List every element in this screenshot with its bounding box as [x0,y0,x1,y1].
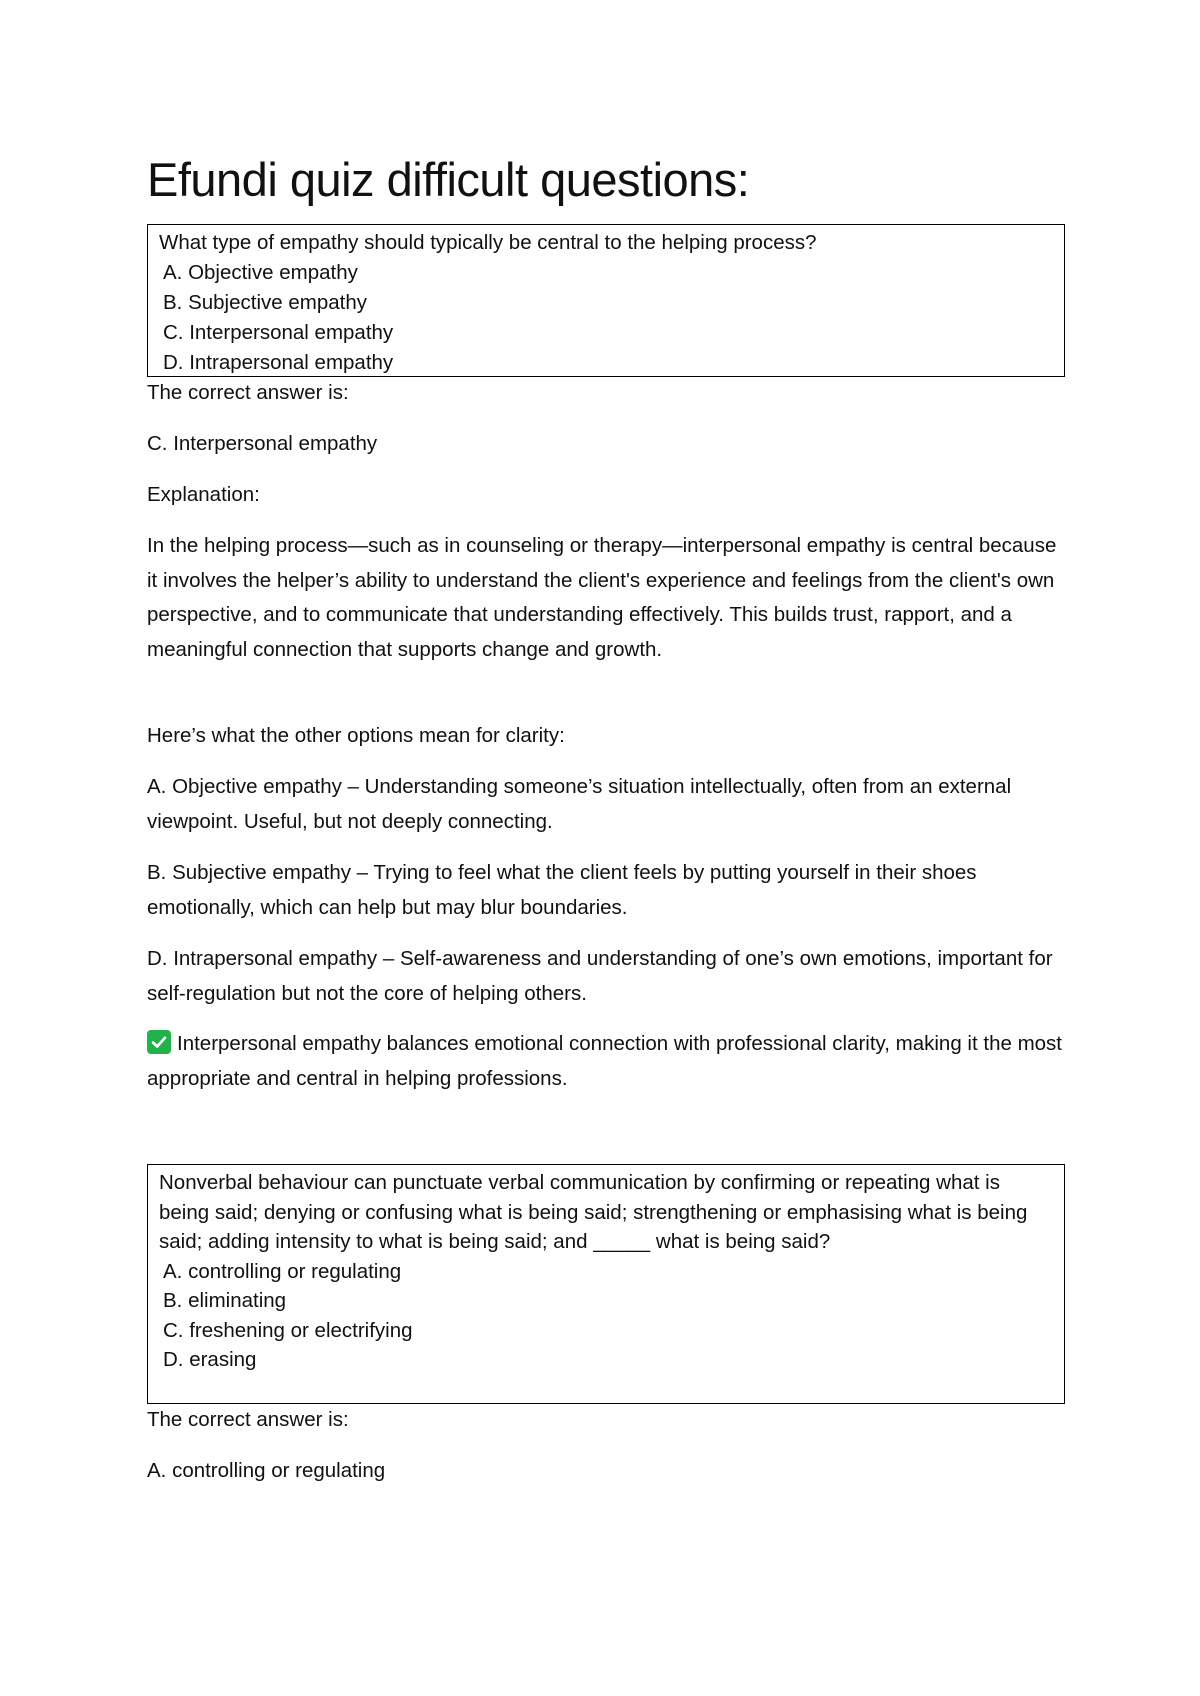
explanation-label: Explanation: [147,483,260,506]
correct-answer-2: A. controlling or regulating [147,1459,386,1482]
option-c: C. freshening or electrifying [163,1318,413,1342]
option-b: B. eliminating [163,1289,287,1312]
option-d: D. erasing [163,1348,257,1371]
summary-paragraph [147,1027,1065,1096]
question-box-1 [147,224,1065,377]
other-options-intro: Here’s what the other options mean for clarity: [147,724,565,747]
option-b: B. Subjective empathy [163,291,367,314]
correct-answer-label-2: The correct answer is: [147,1408,349,1431]
option-d: D. Intrapersonal empathy [163,351,394,374]
question-text: Nonverbal behaviour can punctuate verbal communication by confirming or repeating what is being said; denying or confusing what is being said; strengthening or emphasising what is being said; adding intensity to what is being said; and _____ what is being said? [159,1171,1028,1253]
other-option-d: D. Intrapersonal empathy – Self-awareness and understanding of one’s own emotions, important for self-regulation but not the core of helping others. [147,947,1053,1005]
correct-answer: C. Interpersonal empathy [147,432,378,455]
other-option-b: B. Subjective empathy – Trying to feel what the client feels by putting yourself in their shoes emotionally, which can help but may blur boundaries. [147,861,977,919]
option-c: C. Interpersonal empathy [163,321,394,344]
question-box-2 [147,1164,1065,1404]
correct-answer-label: The correct answer is: [147,381,349,404]
summary-text: Interpersonal empathy balances emotional connection with professional clarity, making it the most appropriate and central in helping professions. [147,1032,1062,1090]
option-a: A. Objective empathy [163,261,358,284]
other-option-a: A. Objective empathy – Understanding someone’s situation intellectually, often from an external viewpoint. Useful, but not deeply connecting. [147,775,1012,833]
question-text: What type of empathy should typically be central to the helping process? [159,231,817,254]
check-mark-icon [147,1030,171,1054]
option-a: A. controlling or regulating [163,1259,402,1283]
explanation-text: In the helping process—such as in counseling or therapy—interpersonal empathy is central because it involves the helper’s ability to understand the client's experience and feelings from the client's own perspective, and to communicate that understanding effectively. This builds trust, rapport, and a meaningful connection that supports change and growth. [147,534,1057,661]
page-title: Efundi quiz difficult questions: [147,153,750,206]
